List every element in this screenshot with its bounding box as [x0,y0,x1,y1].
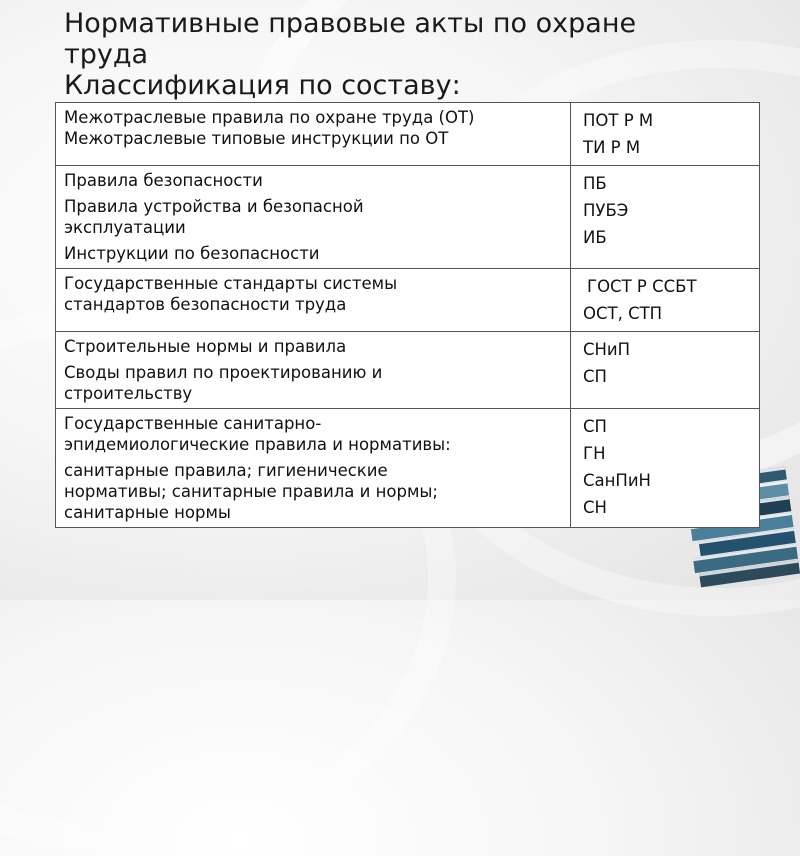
table-row [56,332,760,409]
table-row [56,103,760,166]
cell-text: эксплуатации [64,218,186,237]
cell-text: санитарные правила; гигиенические [64,461,388,480]
cell-text: СанПиН [583,471,651,490]
act-name-cell [56,269,571,332]
cell-text: нормативы; санитарные правила и нормы; [64,482,438,501]
act-name-cell [56,332,571,409]
cell-text: СП [583,367,607,386]
cell-text: ТИ Р М [583,138,641,157]
table-row [56,269,760,332]
cell-text: Строительные нормы и правила [64,337,347,356]
cell-text: строительству [64,384,193,403]
cell-text: Правила безопасности [64,171,263,190]
cell-text: эпидемиологические правила и нормативы: [64,435,451,454]
act-name-cell [56,166,571,269]
cell-text: стандартов безопасности труда [64,295,347,314]
cell-text: санитарные нормы [64,503,231,522]
cell-text: ПБ [583,174,607,193]
cell-text: СП [583,417,607,436]
cell-text: ГН [583,444,606,463]
abbreviation-cell [571,409,760,528]
cell-text: СНиП [583,340,631,359]
abbreviation-cell [571,269,760,332]
cell-text: Инструкции по безопасности [64,244,320,263]
cell-text: Межотраслевые типовые инструкции по ОТ [64,129,449,148]
cell-text: ПУБЭ [583,201,629,220]
table-row [56,166,760,269]
abbreviation-cell [571,166,760,269]
cell-text: Межотраслевые правила по охране труда (ОТ) [64,108,475,127]
title-line: Классификация по составу: [64,70,461,101]
cell-text: Правила устройства и безопасной [64,197,364,216]
cell-text: Своды правил по проектированию и [64,363,383,382]
cell-text: Государственные санитарно- [64,414,322,433]
cell-text: ГОСТ Р ССБТ [587,277,697,296]
abbreviation-cell [571,332,760,409]
act-name-cell [56,409,571,528]
act-name-cell [56,103,571,166]
cell-text: Государственные стандарты системы [64,274,398,293]
title-line: труда [64,39,149,70]
abbreviation-cell [571,103,760,166]
cell-text: ИБ [583,228,607,247]
cell-text: СН [583,498,607,517]
classification-table [55,102,760,528]
title-line: Нормативные правовые акты по охране [64,8,637,39]
slide-title [64,8,636,101]
cell-text: ПОТ Р М [583,111,654,130]
cell-text: ОСТ, СТП [583,304,663,323]
table-row [56,409,760,528]
